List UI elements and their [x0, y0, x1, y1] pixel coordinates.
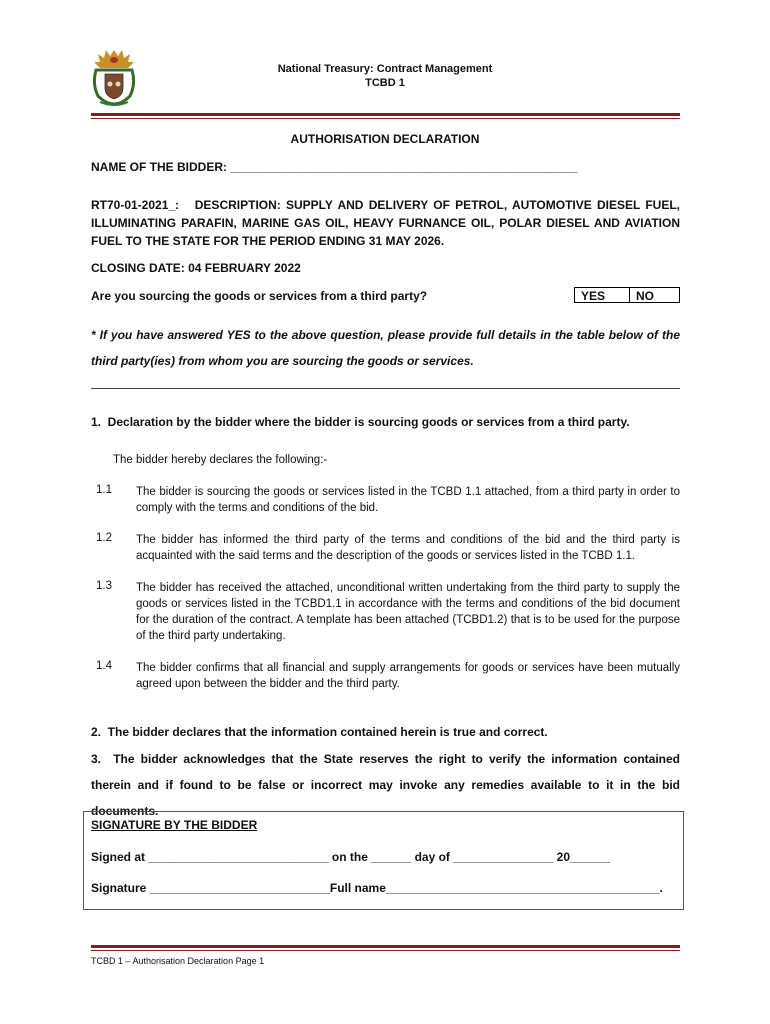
footer-text: TCBD 1 – Authorisation Declaration Page 1 [91, 956, 265, 966]
footer-rule [91, 945, 680, 948]
document-title: AUTHORISATION DECLARATION [290, 132, 480, 146]
section3: 3. The bidder acknowledges that the State reserves the right to verify the information contained therein and if found to be false or incorrect may invoke any remedies available to it in the bid documents. [91, 752, 680, 818]
tender-description-text: DESCRIPTION: SUPPLY AND DELIVERY OF PETROL, AUTOMOTIVE DIESEL FUEL, ILLUMINATING PARAFIN, MARINE GAS OIL, HEAVY FURNANCE OIL, POLAR DIESEL AND AVIATION FUEL TO THE STATE FOR THE PERIOD ENDING 31 MAY 2026. [91, 198, 680, 248]
yes-option[interactable]: YES [574, 287, 630, 303]
tender-description [91, 196, 680, 250]
section1-heading: 1. Declaration by the bidder where the bidder is sourcing goods or services from a third party. [91, 415, 630, 429]
signature-heading: SIGNATURE BY THE BIDDER [91, 818, 258, 832]
header-line2: TCBD 1 [365, 77, 405, 89]
section1-intro: The bidder hereby declares the following:- [113, 454, 328, 466]
divider [91, 388, 680, 389]
signature-box [83, 811, 684, 910]
item-text: The bidder confirms that all financial and supply arrangements for goods or services have been mutually agreed upon between the bidder and the third party. [136, 662, 680, 690]
tender-number: RT70-01-2021_: [91, 198, 180, 212]
item-text: The bidder has received the attached, unconditional written undertaking from the third party to supply the goods or services listed in the TCBD1.1 in accordance with the terms and conditions of the bid document for the duration of the contract. A template has been attached (TCBD1.2) that is to be used for the purpose of the third party undertaking. [136, 582, 680, 642]
item-number: 1.3 [96, 580, 112, 592]
header-rule-thin [91, 118, 680, 119]
item-number: 1.4 [96, 660, 112, 672]
bidder-name-line: NAME OF THE BIDDER: ____________________________________________________ [91, 160, 578, 174]
signature-line[interactable]: Signature ___________________________Full name_________________________________________. [91, 881, 663, 895]
item-number: 1.2 [96, 532, 112, 544]
no-option[interactable]: NO [629, 287, 680, 303]
header-line1: National Treasury: Contract Management [277, 63, 493, 75]
third-party-note: * If you have answered YES to the above question, please provide full details in the table below of the third party(ies) from whom you are sourcing the goods or services. [91, 328, 680, 368]
item-text: The bidder has informed the third party of the terms and conditions of the bid and the third party is acquainted with the said terms and the description of the goods or services listed in the TCBD 1.1. [136, 534, 680, 562]
section2: 2. The bidder declares that the information contained herein is true and correct. [91, 725, 548, 739]
item-number: 1.1 [96, 484, 112, 496]
coat-of-arms-icon [88, 44, 140, 108]
closing-date: CLOSING DATE: 04 FEBRUARY 2022 [91, 261, 301, 275]
signed-at-line[interactable]: Signed at ___________________________ on the ______ day of _______________ 20______ [91, 850, 611, 864]
third-party-question: Are you sourcing the goods or services from a third party? [91, 289, 428, 303]
item-text: The bidder is sourcing the goods or services listed in the TCBD 1.1 attached, from a third party in order to comply with the terms and conditions of the bid. [136, 486, 680, 514]
footer-rule-thin [91, 950, 680, 951]
header-rule [91, 113, 680, 116]
